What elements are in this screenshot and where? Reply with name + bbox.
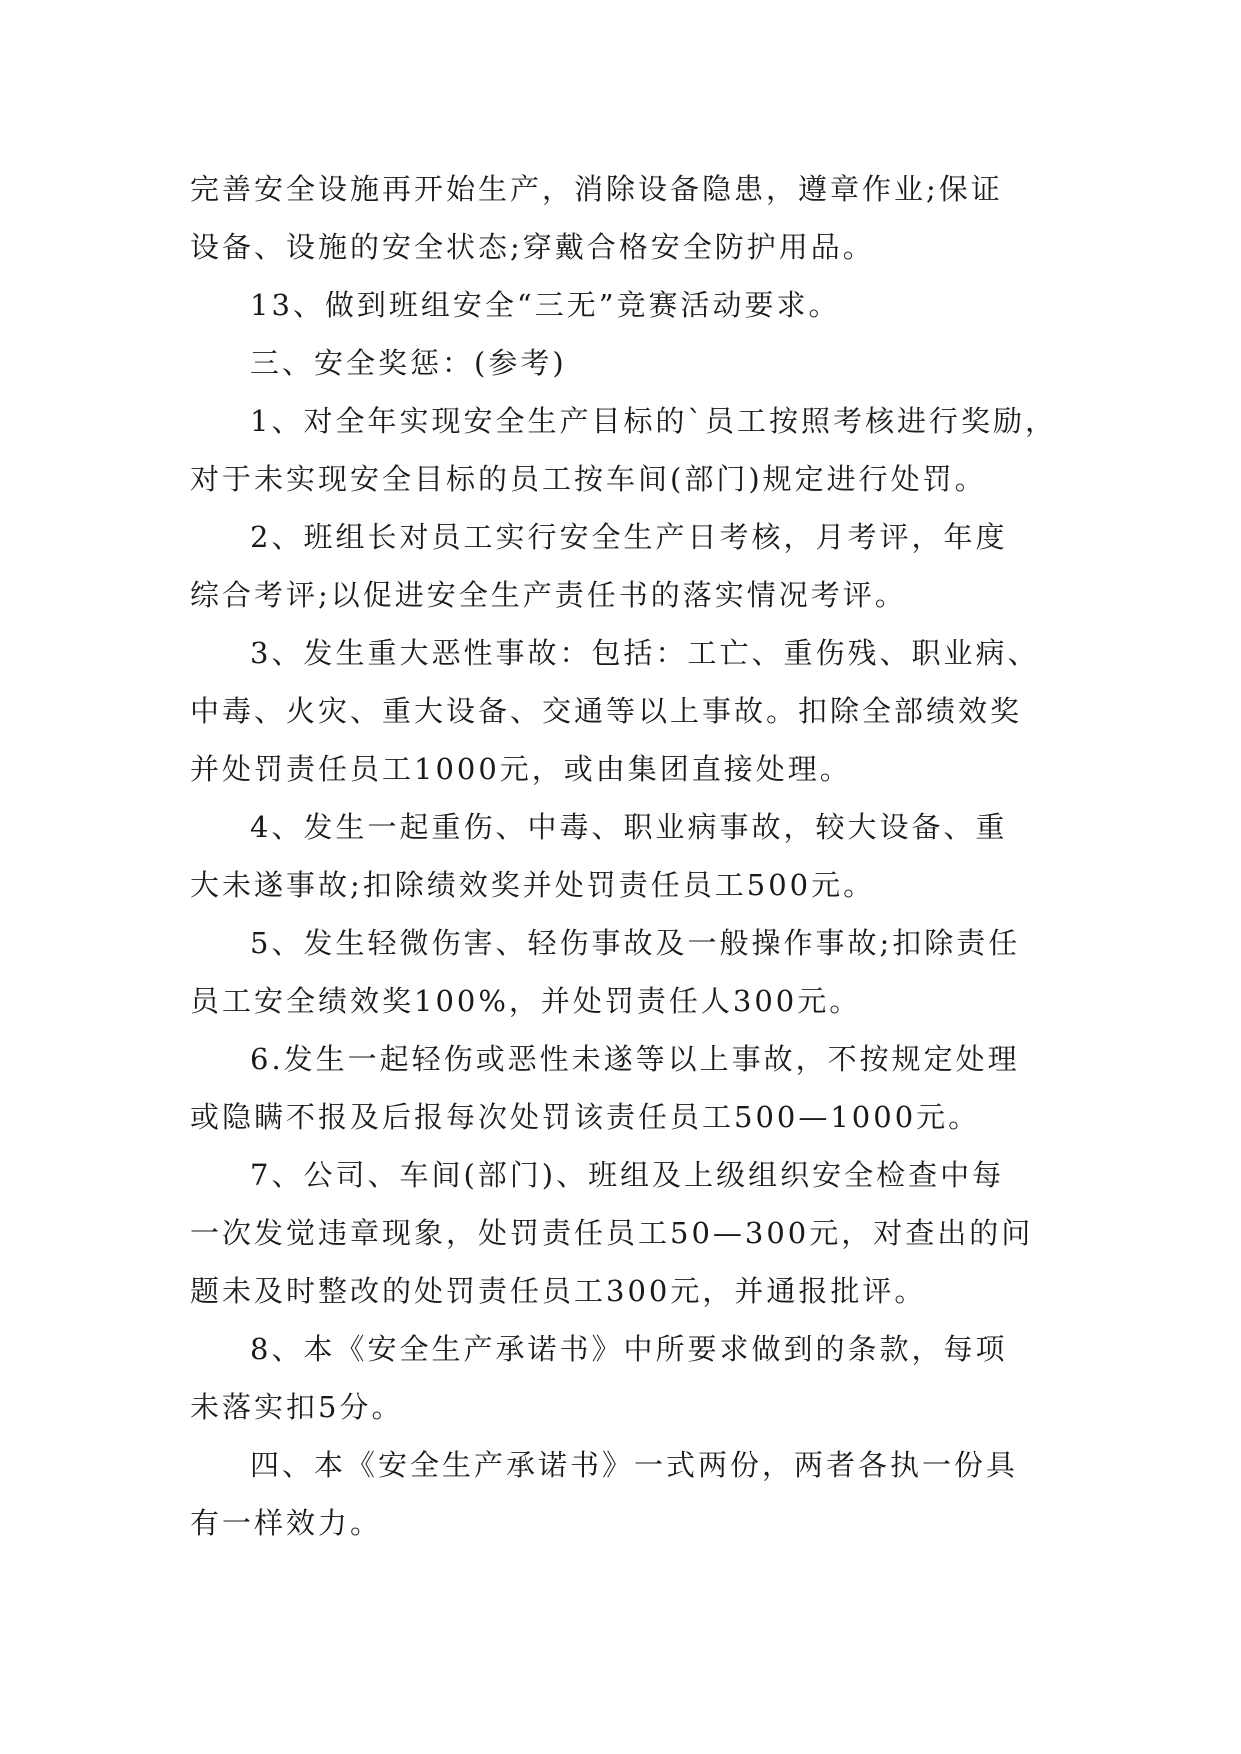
text-line: 中毒、火灾、重大设备、交通等以上事故。扣除全部绩效奖 bbox=[190, 694, 1023, 728]
text-line: 未落实扣5分。 bbox=[190, 1390, 404, 1424]
text-line: 题未及时整改的处罚责任员工300元，并通报批评。 bbox=[190, 1274, 927, 1308]
text-line: 大未遂事故;扣除绩效奖并处罚责任员工500元。 bbox=[190, 868, 876, 902]
text-line: 7、公司、车间(部门)、班组及上级组织安全检查中每 bbox=[250, 1158, 1005, 1192]
text-line: 一次发觉违章现象，处罚责任员工50—300元，对查出的问 bbox=[190, 1216, 1034, 1250]
text-line: 完善安全设施再开始生产，消除设备隐患，遵章作业;保证 bbox=[190, 172, 1003, 206]
text-line: 6.发生一起轻伤或恶性未遂等以上事故，不按规定处理 bbox=[250, 1042, 1020, 1076]
text-line: 3、发生重大恶性事故：包括：工亡、重伤残、职业病、 bbox=[250, 636, 1040, 670]
text-line: 员工安全绩效奖100%，并处罚责任人300元。 bbox=[190, 984, 862, 1018]
text-line: 1、对全年实现安全生产目标的`员工按照考核进行奖励， bbox=[250, 404, 1057, 438]
text-line: 并处罚责任员工1000元，或由集团直接处理。 bbox=[190, 752, 852, 786]
text-line: 5、发生轻微伤害、轻伤事故及一般操作事故;扣除责任 bbox=[250, 926, 1021, 960]
text-line: 2、班组长对员工实行安全生产日考核，月考评，年度 bbox=[250, 520, 1008, 554]
text-line: 4、发生一起重伤、中毒、职业病事故，较大设备、重 bbox=[250, 810, 1008, 844]
text-line: 13、做到班组安全“三无”竞赛活动要求。 bbox=[250, 288, 841, 322]
text-line: 对于未实现安全目标的员工按车间(部门)规定进行处罚。 bbox=[190, 462, 987, 496]
text-line: 或隐瞒不报及后报每次处罚该责任员工500—1000元。 bbox=[190, 1100, 981, 1134]
document-body bbox=[190, 160, 1060, 1552]
text-line: 有一样效力。 bbox=[190, 1506, 383, 1540]
section-heading: 四、本《安全生产承诺书》一式两份，两者各执一份具 bbox=[250, 1448, 1019, 1482]
text-line: 综合考评;以促进安全生产责任书的落实情况考评。 bbox=[190, 578, 907, 612]
section-heading: 三、安全奖惩：(参考) bbox=[250, 346, 567, 380]
text-line: 设备、设施的安全状态;穿戴合格安全防护用品。 bbox=[190, 230, 875, 264]
text-line: 8、本《安全生产承诺书》中所要求做到的条款，每项 bbox=[250, 1332, 1008, 1366]
